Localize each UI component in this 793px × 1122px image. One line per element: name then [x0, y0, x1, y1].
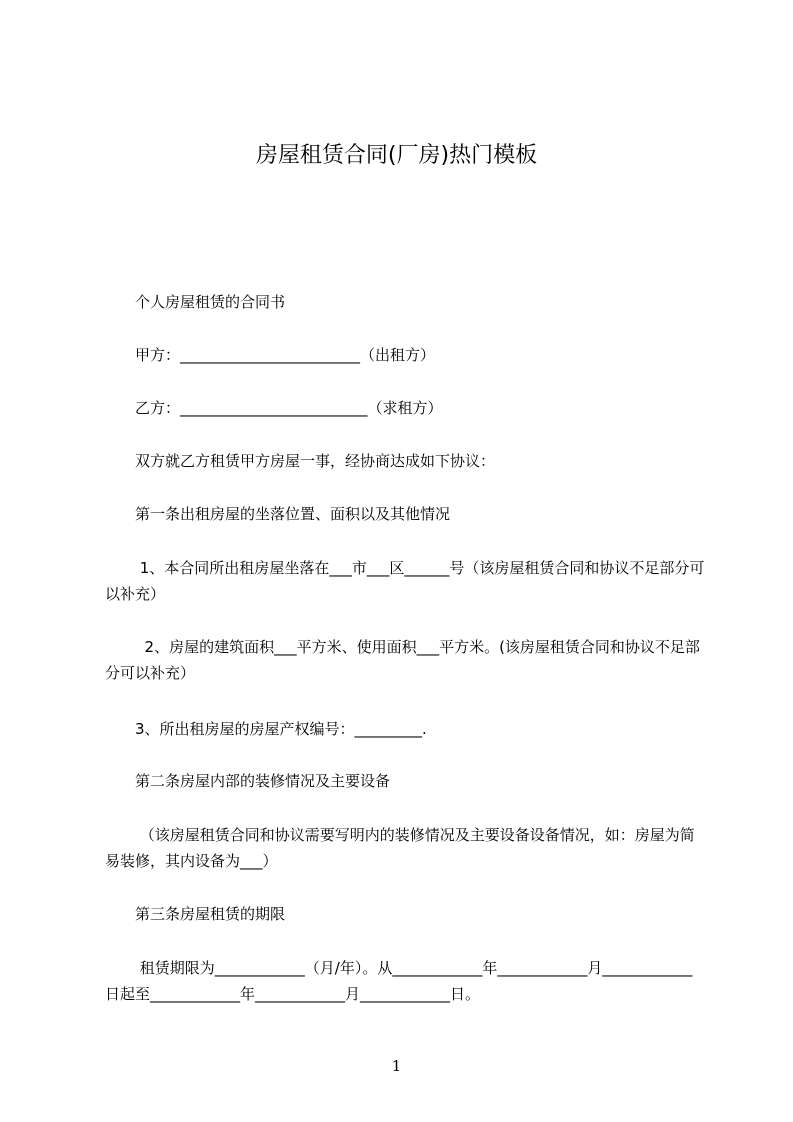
page-number: 1	[391, 1057, 402, 1075]
paragraph-agreement-intro: 双方就乙方租赁甲方房屋一事，经协商达成如下协议：	[105, 452, 496, 470]
paragraph-article-1-item-1: 1、本合同所出租房屋坐落在___市___区______号（该房屋租赁合同和协议不足部分可以补充）	[105, 559, 705, 603]
paragraph-party-b: 乙方：_________________________（求租方）	[105, 399, 443, 417]
paragraph-article-1-item-3: 3、所出租房屋的房屋产权编号：_________.	[105, 720, 427, 738]
paragraph-article-2-heading: 第二条房屋内部的装修情况及主要设备	[105, 772, 391, 790]
document-title: 房屋租赁合同(厂房)热门模板	[255, 143, 538, 168]
paragraph-article-1-item-2: 2、房屋的建筑面积___平方米、使用面积___平方米。(该房屋租赁合同和协议不足部分可以补充）	[105, 638, 700, 682]
paragraph-article-2-body: （该房屋租赁合同和协议需要写明内的装修情况及主要设备设备情况，如：房屋为简易装修，其内设备为___）	[105, 826, 695, 870]
paragraph-article-3-heading: 第三条房屋租赁的期限	[105, 905, 286, 923]
paragraph-article-3-term: 租赁期限为____________（月/年）。从____________年____________月____________日起至____________年____________月____________日。	[105, 959, 693, 1003]
paragraph-article-1-heading: 第一条出租房屋的坐落位置、面积以及其他情况	[105, 505, 451, 523]
paragraph-party-a: 甲方：________________________（出租方）	[105, 346, 436, 364]
paragraph-contract-heading: 个人房屋租赁的合同书	[105, 293, 286, 311]
